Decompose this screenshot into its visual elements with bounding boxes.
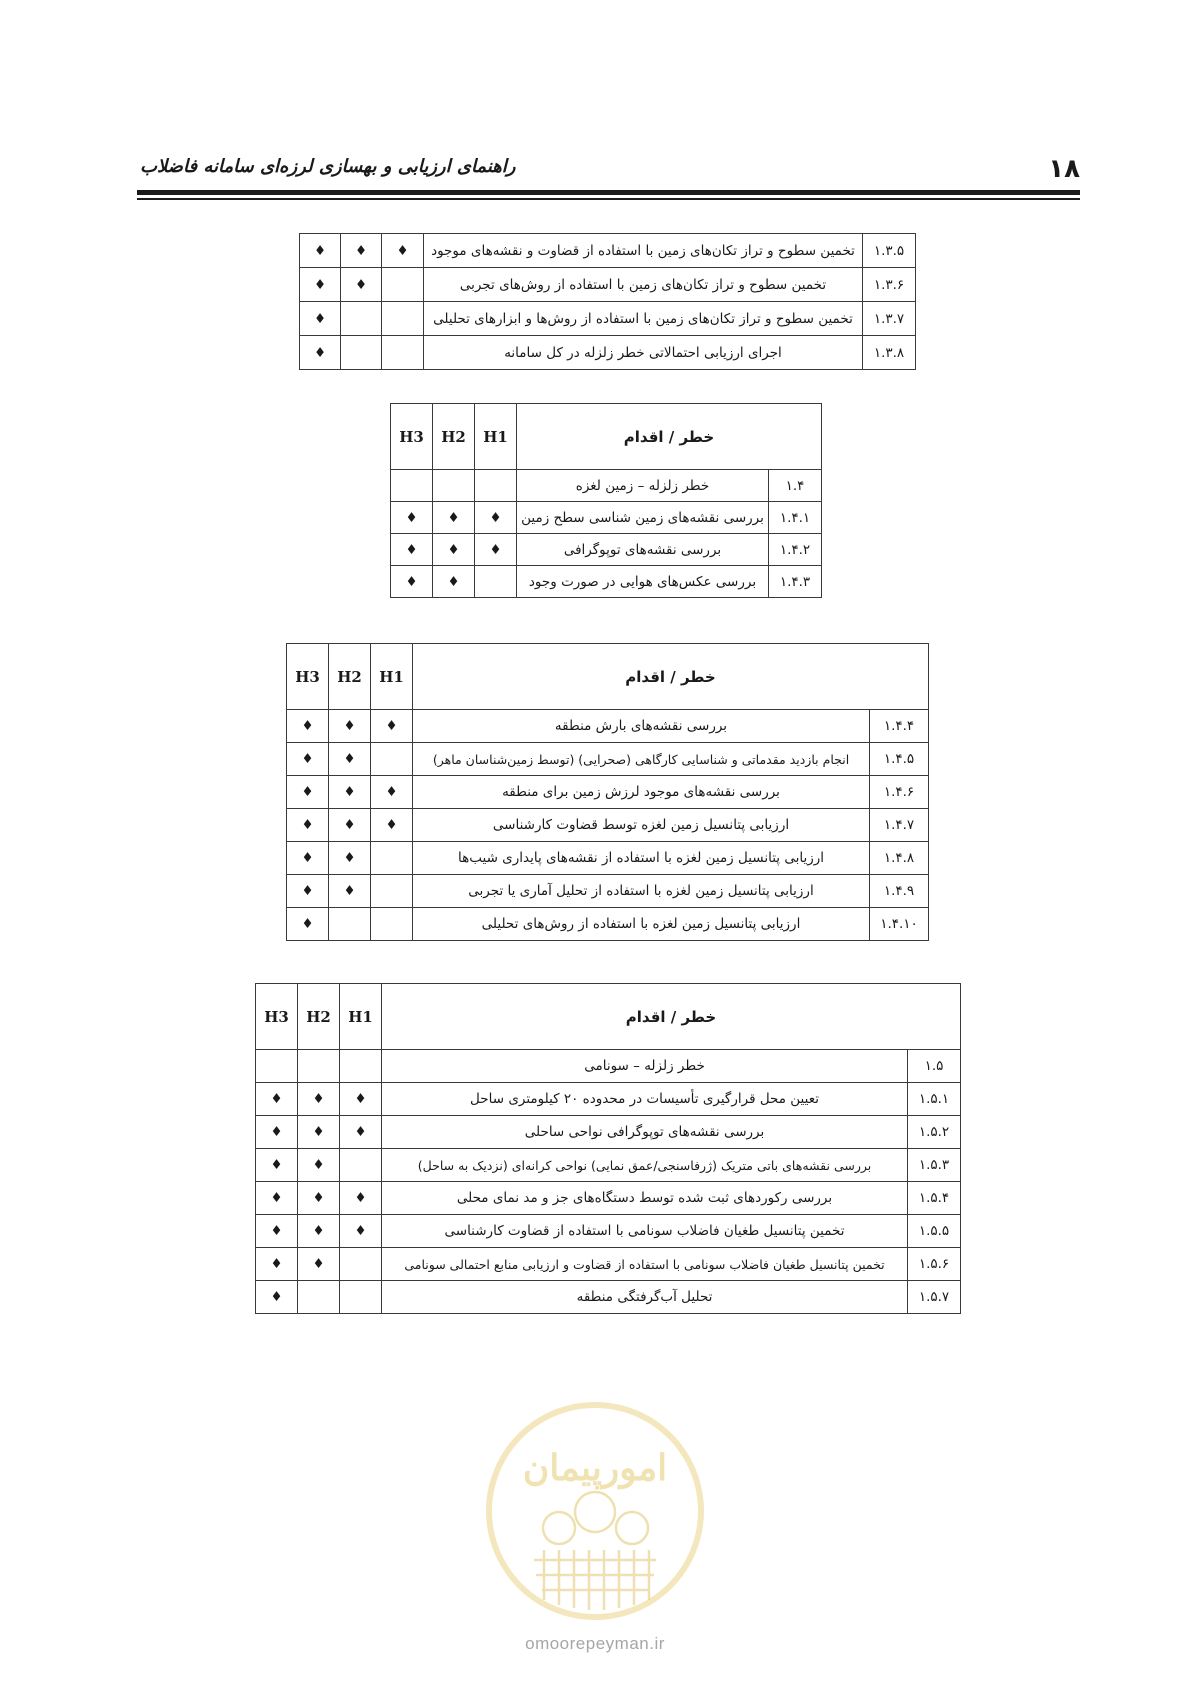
row-number: ۱.۵.۲	[908, 1116, 961, 1149]
row-text: ارزیابی پتانسیل زمین لغزه با استفاده از نقشه‌های پایداری شیب‌ها	[413, 842, 870, 875]
row-text: بررسی نقشه‌های بارش منطقه	[413, 710, 870, 743]
action-header: خطر / اقدام	[382, 984, 961, 1050]
row-text: بررسی رکوردهای ثبت شده توسط دستگاه‌های جز و مد نمای محلی	[382, 1182, 908, 1215]
row-text: بررسی عکس‌های هوایی در صورت وجود	[517, 566, 769, 598]
row-number: ۱.۳.۷	[863, 302, 916, 336]
row-text: تخمین پتانسیل طغیان فاضلاب سونامی با استفاده از قضاوت و ارزیابی منابع احتمالی سونامی	[382, 1248, 908, 1281]
h2-header: H2	[329, 644, 371, 710]
header-rule-thick	[137, 190, 1080, 195]
h2-header: H2	[433, 404, 475, 470]
h3-marker: ♦	[287, 908, 329, 941]
h1-marker	[475, 470, 517, 502]
h3-marker: ♦	[256, 1182, 298, 1215]
h3-marker: ♦	[391, 534, 433, 566]
h3-marker: ♦	[287, 842, 329, 875]
row-text: بررسی نقشه‌های توپوگرافی نواحی ساحلی	[382, 1116, 908, 1149]
h2-marker	[341, 336, 382, 370]
row-number: ۱.۵.۶	[908, 1248, 961, 1281]
row-text: بررسی نقشه‌های باتی متریک (ژرفاسنجی/عمق نمایی) نواحی کرانه‌ای (نزدیک به ساحل)	[382, 1149, 908, 1182]
table-tsunami	[255, 983, 961, 1314]
row-number: ۱.۴.۶	[870, 776, 929, 809]
table-landslide-intro	[390, 403, 822, 598]
table-3-body	[287, 710, 929, 941]
h3-marker: ♦	[256, 1281, 298, 1314]
row-number: ۱.۴.۵	[870, 743, 929, 776]
row-text: بررسی نقشه‌های موجود لرزش زمین برای منطقه	[413, 776, 870, 809]
h2-marker: ♦	[433, 566, 475, 598]
row-number: ۱.۵	[908, 1050, 961, 1083]
h2-marker: ♦	[341, 234, 382, 268]
h3-marker: ♦	[256, 1083, 298, 1116]
h3-marker: ♦	[300, 336, 341, 370]
action-header: خطر / اقدام	[517, 404, 822, 470]
h2-marker: ♦	[329, 842, 371, 875]
table-1-3-continued	[299, 233, 916, 370]
h2-marker	[298, 1050, 340, 1083]
h2-header: H2	[298, 984, 340, 1050]
row-text: تحلیل آب‌گرفتگی منطقه	[382, 1281, 908, 1314]
header-rule-thin	[137, 198, 1080, 200]
h1-marker	[382, 302, 424, 336]
h1-marker: ♦	[382, 234, 424, 268]
h3-marker: ♦	[391, 566, 433, 598]
row-text: خطر زلزله – زمین لغزه	[517, 470, 769, 502]
h2-marker: ♦	[433, 534, 475, 566]
row-text: تخمین پتانسیل طغیان فاضلاب سونامی با استفاده از قضاوت کارشناسی	[382, 1215, 908, 1248]
row-number: ۱.۴.۹	[870, 875, 929, 908]
h3-marker: ♦	[287, 710, 329, 743]
table-1-body	[300, 234, 916, 370]
h1-marker: ♦	[371, 809, 413, 842]
h3-marker: ♦	[287, 809, 329, 842]
h3-marker	[256, 1050, 298, 1083]
row-number: ۱.۴.۱	[769, 502, 822, 534]
h2-marker	[329, 908, 371, 941]
running-title: راهنمای ارزیابی و بهسازی لرزه‌ای سامانه فاضلاب	[140, 156, 516, 177]
h2-marker: ♦	[341, 268, 382, 302]
h3-marker	[391, 470, 433, 502]
h1-marker	[371, 875, 413, 908]
h3-marker: ♦	[256, 1248, 298, 1281]
row-number: ۱.۴.۳	[769, 566, 822, 598]
h2-marker: ♦	[298, 1248, 340, 1281]
row-text: بررسی نقشه‌های توپوگرافی	[517, 534, 769, 566]
h3-marker: ♦	[300, 268, 341, 302]
row-number: ۱.۴.۱۰	[870, 908, 929, 941]
table-4-body	[256, 1050, 961, 1314]
h2-marker: ♦	[298, 1116, 340, 1149]
h1-marker	[340, 1149, 382, 1182]
h1-marker	[371, 908, 413, 941]
h1-marker: ♦	[340, 1182, 382, 1215]
row-text: تخمین سطوح و تراز تکان‌های زمین با استفاده از روش‌ها و ابزارهای تحلیلی	[424, 302, 863, 336]
h2-marker: ♦	[329, 710, 371, 743]
row-number: ۱.۴.۷	[870, 809, 929, 842]
row-text: اجرای ارزیابی احتمالاتی خطر زلزله در کل سامانه	[424, 336, 863, 370]
h1-marker: ♦	[371, 776, 413, 809]
h1-marker	[371, 842, 413, 875]
action-header: خطر / اقدام	[413, 644, 929, 710]
row-text: تعیین محل قرارگیری تأسیسات در محدوده ۲۰ کیلومتری ساحل	[382, 1083, 908, 1116]
row-number: ۱.۳.۸	[863, 336, 916, 370]
row-number: ۱.۳.۵	[863, 234, 916, 268]
h1-marker	[340, 1248, 382, 1281]
h1-header: H1	[475, 404, 517, 470]
row-text: انجام بازدید مقدماتی و شناسایی کارگاهی (صحرایی) (توسط زمین‌شناسان ماهر)	[413, 743, 870, 776]
h1-marker: ♦	[340, 1215, 382, 1248]
row-text: بررسی نقشه‌های زمین شناسی سطح زمین	[517, 502, 769, 534]
h1-marker: ♦	[475, 502, 517, 534]
row-number: ۱.۴.۴	[870, 710, 929, 743]
h1-marker	[382, 268, 424, 302]
h1-marker	[475, 566, 517, 598]
row-number: ۱.۴	[769, 470, 822, 502]
seal-text: امورپیمان	[522, 1447, 668, 1489]
h2-marker	[298, 1281, 340, 1314]
h2-marker: ♦	[433, 502, 475, 534]
row-number: ۱.۴.۸	[870, 842, 929, 875]
row-text: تخمین سطوح و تراز تکان‌های زمین با استفاده از قضاوت و نقشه‌های موجود	[424, 234, 863, 268]
h2-marker: ♦	[329, 809, 371, 842]
row-number: ۱.۵.۳	[908, 1149, 961, 1182]
h2-marker	[433, 470, 475, 502]
h3-header: H3	[287, 644, 329, 710]
h1-header: H1	[371, 644, 413, 710]
h1-marker: ♦	[371, 710, 413, 743]
h1-marker	[340, 1281, 382, 1314]
row-number: ۱.۵.۵	[908, 1215, 961, 1248]
h2-marker: ♦	[329, 743, 371, 776]
h2-marker: ♦	[298, 1215, 340, 1248]
row-number: ۱.۵.۱	[908, 1083, 961, 1116]
h3-marker: ♦	[287, 743, 329, 776]
table-2-body	[391, 470, 822, 598]
h3-header: H3	[391, 404, 433, 470]
h2-marker: ♦	[298, 1182, 340, 1215]
h3-marker: ♦	[256, 1116, 298, 1149]
row-number: ۱.۳.۶	[863, 268, 916, 302]
row-text: ارزیابی پتانسیل زمین لغزه با استفاده از تحلیل آماری یا تجربی	[413, 875, 870, 908]
watermark-seal-icon	[484, 1400, 706, 1622]
row-number: ۱.۴.۲	[769, 534, 822, 566]
h3-marker: ♦	[391, 502, 433, 534]
h2-marker: ♦	[298, 1083, 340, 1116]
row-text: خطر زلزله – سونامی	[382, 1050, 908, 1083]
h1-marker	[382, 336, 424, 370]
h2-marker: ♦	[298, 1149, 340, 1182]
h1-marker	[340, 1050, 382, 1083]
h3-header: H3	[256, 984, 298, 1050]
page-number: ۱۸	[1048, 154, 1080, 184]
h3-marker: ♦	[256, 1149, 298, 1182]
h3-marker: ♦	[287, 875, 329, 908]
h3-marker: ♦	[300, 302, 341, 336]
watermark-site: omoorepeyman.ir	[525, 1634, 665, 1653]
h1-marker: ♦	[475, 534, 517, 566]
h1-marker: ♦	[340, 1083, 382, 1116]
h3-marker: ♦	[256, 1215, 298, 1248]
row-number: ۱.۵.۴	[908, 1182, 961, 1215]
h1-header: H1	[340, 984, 382, 1050]
h3-marker: ♦	[300, 234, 341, 268]
h2-marker: ♦	[329, 875, 371, 908]
h3-marker: ♦	[287, 776, 329, 809]
row-text: تخمین سطوح و تراز تکان‌های زمین با استفاده از روش‌های تجربی	[424, 268, 863, 302]
h2-marker	[341, 302, 382, 336]
row-number: ۱.۵.۷	[908, 1281, 961, 1314]
row-text: ارزیابی پتانسیل زمین لغزه با استفاده از روش‌های تحلیلی	[413, 908, 870, 941]
page-header	[140, 150, 1080, 190]
h1-marker: ♦	[340, 1116, 382, 1149]
table-landslide-continued	[286, 643, 929, 941]
h1-marker	[371, 743, 413, 776]
row-text: ارزیابی پتانسیل زمین لغزه توسط قضاوت کارشناسی	[413, 809, 870, 842]
h2-marker: ♦	[329, 776, 371, 809]
